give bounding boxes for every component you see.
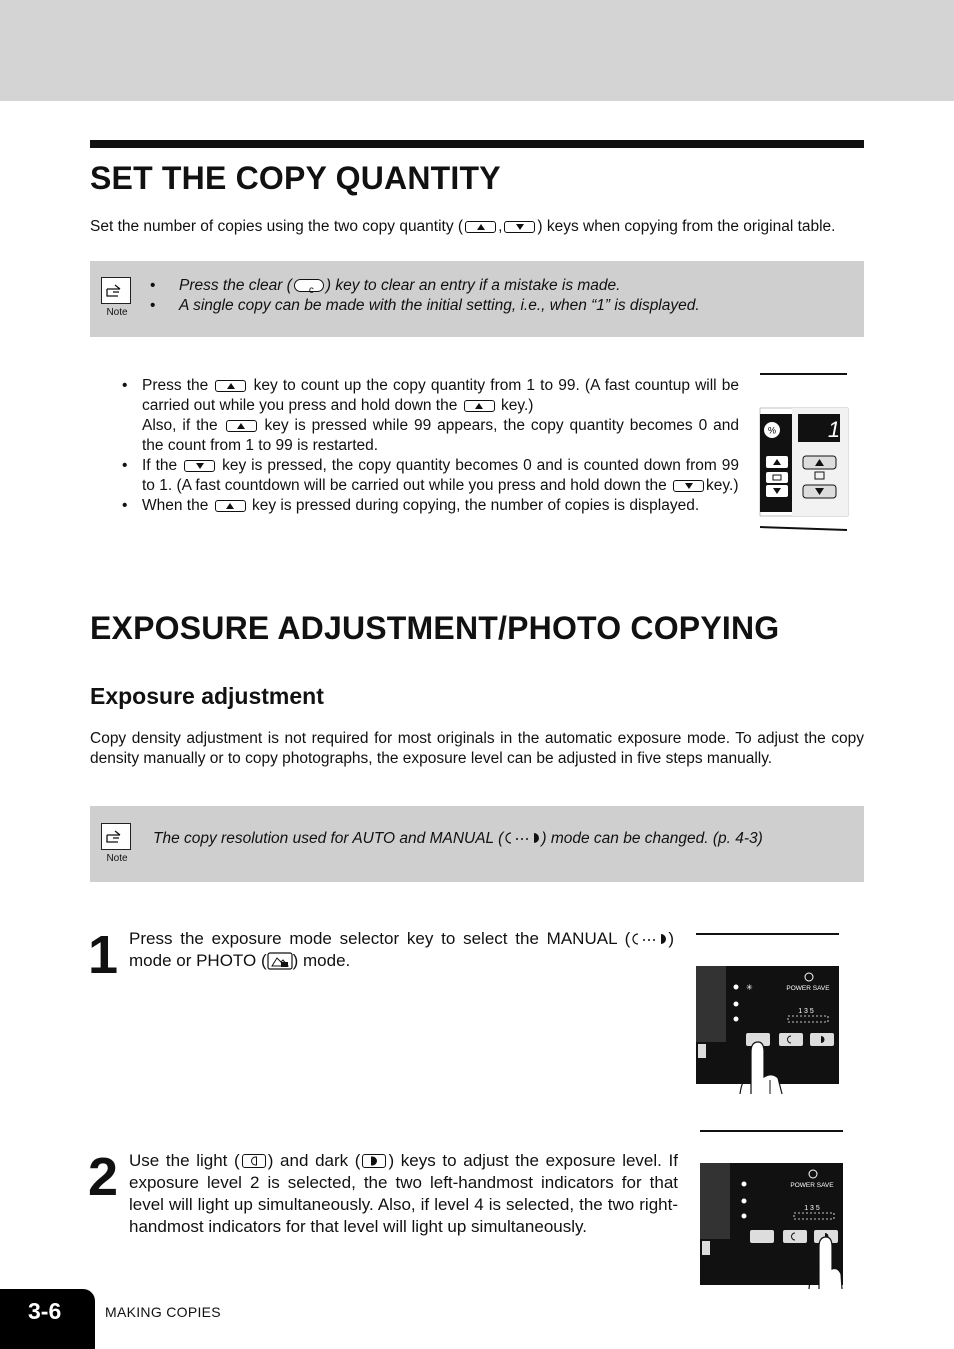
header-band [0, 0, 954, 101]
list-item: • If the key is pressed, the copy quantity becomes 0 and is counted down from 99 to 1. (A fast countdown will be carried out while you press and hold down the key.) [122, 456, 739, 496]
note-item: • A single copy can be made with the initial setting, i.e., when “1” is displayed. [150, 296, 700, 316]
svg-text:✳: ✳ [746, 983, 753, 992]
copy-quantity-panel-illustration [758, 372, 850, 534]
dark-key-icon [362, 1154, 386, 1168]
chapter-label: MAKING COPIES [105, 1304, 221, 1320]
manual-mode-icon [503, 831, 541, 845]
copy-quantity-bullets [122, 376, 739, 516]
note-icon [101, 823, 133, 864]
up-key-icon [215, 380, 246, 392]
up-key-icon [465, 221, 496, 233]
section-title-copy-quantity: SET THE COPY QUANTITY [90, 160, 501, 196]
note-label: Note [106, 853, 128, 864]
copy-quantity-intro: Set the number of copies using the two copy quantity ( , ) keys when copying from the original table. [90, 218, 836, 235]
photo-mode-icon [267, 952, 293, 970]
note-item: • Press the clear (c ) key to clear an entry if a mistake is made. [150, 276, 700, 296]
down-key-icon [184, 460, 215, 472]
list-item: • Press the key to count up the copy quantity from 1 to 99. (A fast countup will be carried out while you press and hold down the key.) Also, if the key is pressed while 99 appears, the copy quantity becomes 0 and the count from 1 to 99 is restarted. [122, 376, 739, 456]
power-save-label: POWER SAVE [790, 1182, 834, 1189]
down-key-icon [673, 480, 704, 492]
note-box [90, 261, 864, 337]
step-1-text: Press the exposure mode selector key to select the MANUAL ( ) mode or PHOTO ( ) mode. [129, 929, 674, 970]
exposure-panel-illustration [698, 1129, 846, 1291]
list-item: • When the key is pressed during copying, the number of copies is displayed. [122, 496, 739, 516]
light-key-icon [242, 1154, 266, 1168]
exposure-intro: Copy density adjustment is not required for most originals in the automatic exposure mode. To adjust the copy density manually or to copy photographs, the exposure level can be adjusted in five steps manually. [90, 730, 864, 767]
power-save-label: POWER SAVE [786, 985, 830, 992]
step-2-text: Use the light ( ) and dark ( ) keys to adjust the exposure level. If exposure level 2 is selected, the two left-handmost indicators for that level will light up simultaneously. Also, if level 4 is selected, the two right-handmost indicators for that level will light up simultaneously. [129, 1151, 678, 1236]
up-key-icon [464, 400, 495, 412]
note-text: The copy resolution used for AUTO and MANUAL ( ) mode can be changed. (p. 4-3) [153, 830, 763, 847]
down-key-icon [504, 221, 535, 233]
page-number: 3-6 [28, 1298, 62, 1324]
exposure-levels-label: 1 3 5 [798, 1008, 814, 1015]
step-number: 1 [88, 925, 119, 985]
section-title-exposure: EXPOSURE ADJUSTMENT/PHOTO COPYING [90, 610, 780, 646]
note-box [90, 806, 864, 882]
step-number: 2 [88, 1147, 119, 1207]
section-rule [90, 140, 864, 148]
up-key-icon [226, 420, 257, 432]
page-number-tab [0, 1289, 95, 1349]
up-key-icon [215, 500, 246, 512]
note-label: Note [106, 307, 128, 318]
copy-count-display: 1 [827, 417, 841, 442]
subsection-title-exposure-adjustment: Exposure adjustment [90, 683, 324, 709]
manual-mode-icon [630, 930, 668, 944]
clear-key-icon [294, 279, 324, 292]
exposure-panel-illustration [694, 932, 842, 1100]
note-icon [101, 277, 133, 318]
percent-key-label: % [767, 425, 777, 436]
exposure-levels-label: 1 3 5 [804, 1205, 820, 1212]
